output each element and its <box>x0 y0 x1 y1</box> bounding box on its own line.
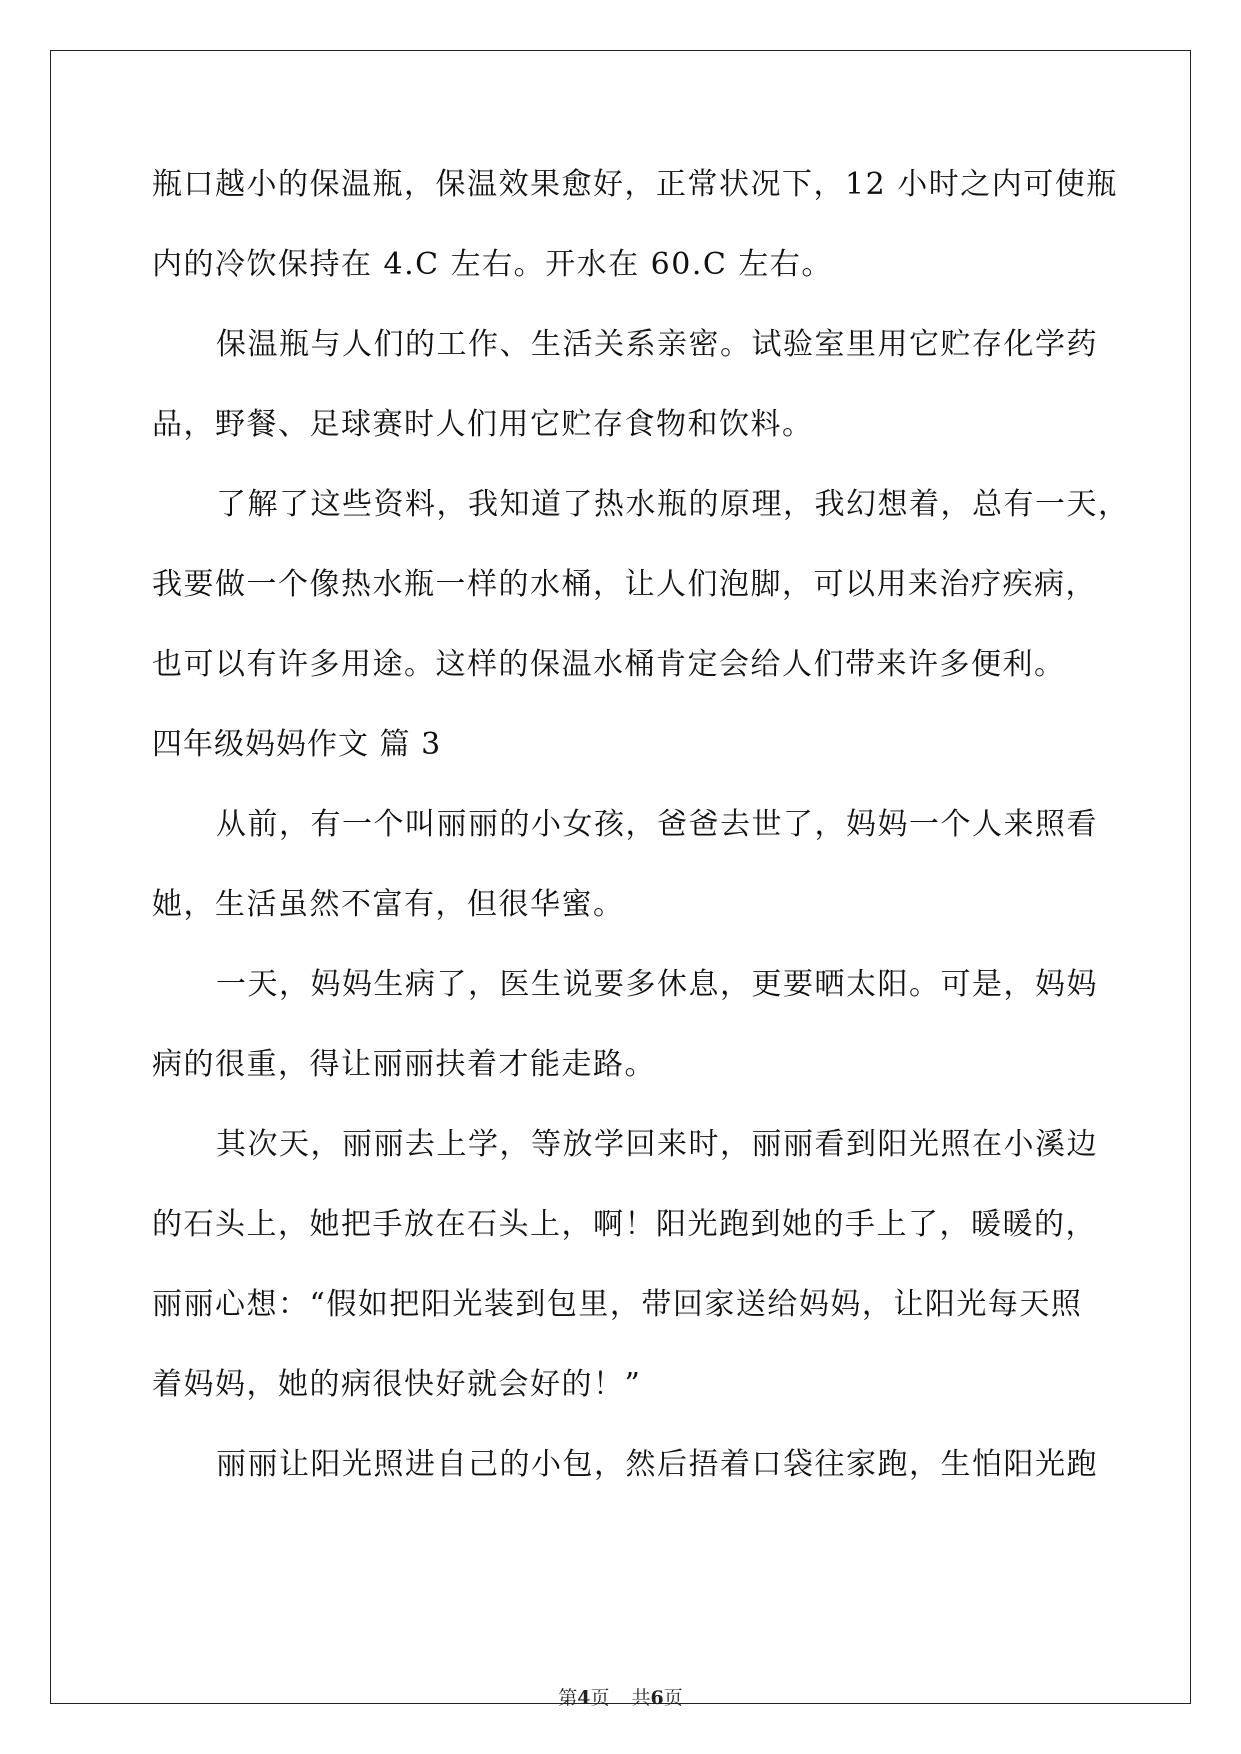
page-suffix: 页 <box>590 1687 610 1709</box>
text-line: 着妈妈，她的病很快好就会好的！” <box>152 1367 642 1402</box>
text-line: 品，野餐、足球赛时人们用它贮存食物和饮料。 <box>152 407 814 442</box>
page-total-number: 6 <box>650 1687 664 1709</box>
paragraph-start: 了解了这些资料，我知道了热水瓶的原理，我幻想着，总有一天， <box>216 487 1130 522</box>
text-line: 内的冷饮保持在 4.C 左右。开水在 60.C 左右。 <box>152 247 833 282</box>
page-current-number: 4 <box>577 1687 591 1709</box>
total-suffix: 页 <box>663 1687 683 1709</box>
paragraph-start: 其次天，丽丽去上学，等放学回来时，丽丽看到阳光照在小溪边 <box>216 1127 1098 1162</box>
text-line: 我要做一个像热水瓶一样的水桶，让人们泡脚，可以用来治疗疾病， <box>152 567 1097 602</box>
section-heading: 四年级妈妈作文 篇 3 <box>152 727 442 762</box>
page-prefix: 第 <box>558 1687 578 1709</box>
total-prefix: 共 <box>631 1687 651 1709</box>
text-line: 也可以有许多用途。这样的保温水桶肯定会给人们带来许多便利。 <box>152 647 1066 682</box>
text-line: 的石头上，她把手放在石头上，啊！阳光跑到她的手上了，暖暖的， <box>152 1207 1097 1242</box>
paragraph-start: 从前，有一个叫丽丽的小女孩，爸爸去世了，妈妈一个人来照看 <box>216 807 1098 842</box>
paragraph-start: 丽丽让阳光照进自己的小包，然后捂着口袋往家跑，生怕阳光跑 <box>216 1447 1098 1482</box>
paragraph-start: 保温瓶与人们的工作、生活关系亲密。试验室里用它贮存化学药 <box>216 327 1098 362</box>
document-body <box>152 165 1130 1525</box>
text-line: 病的很重，得让丽丽扶着才能走路。 <box>152 1047 656 1082</box>
text-line: 她，生活虽然不富有，但很华蜜。 <box>152 887 625 922</box>
text-line: 瓶口越小的保温瓶，保温效果愈好，正常状况下，12 小时之内可使瓶 <box>152 167 1118 202</box>
page-footer <box>0 1686 1241 1710</box>
paragraph-start: 一天，妈妈生病了，医生说要多休息，更要晒太阳。可是，妈妈 <box>216 967 1098 1002</box>
text-line: 丽丽心想：“假如把阳光装到包里，带回家送给妈妈，让阳光每天照 <box>152 1287 1083 1322</box>
